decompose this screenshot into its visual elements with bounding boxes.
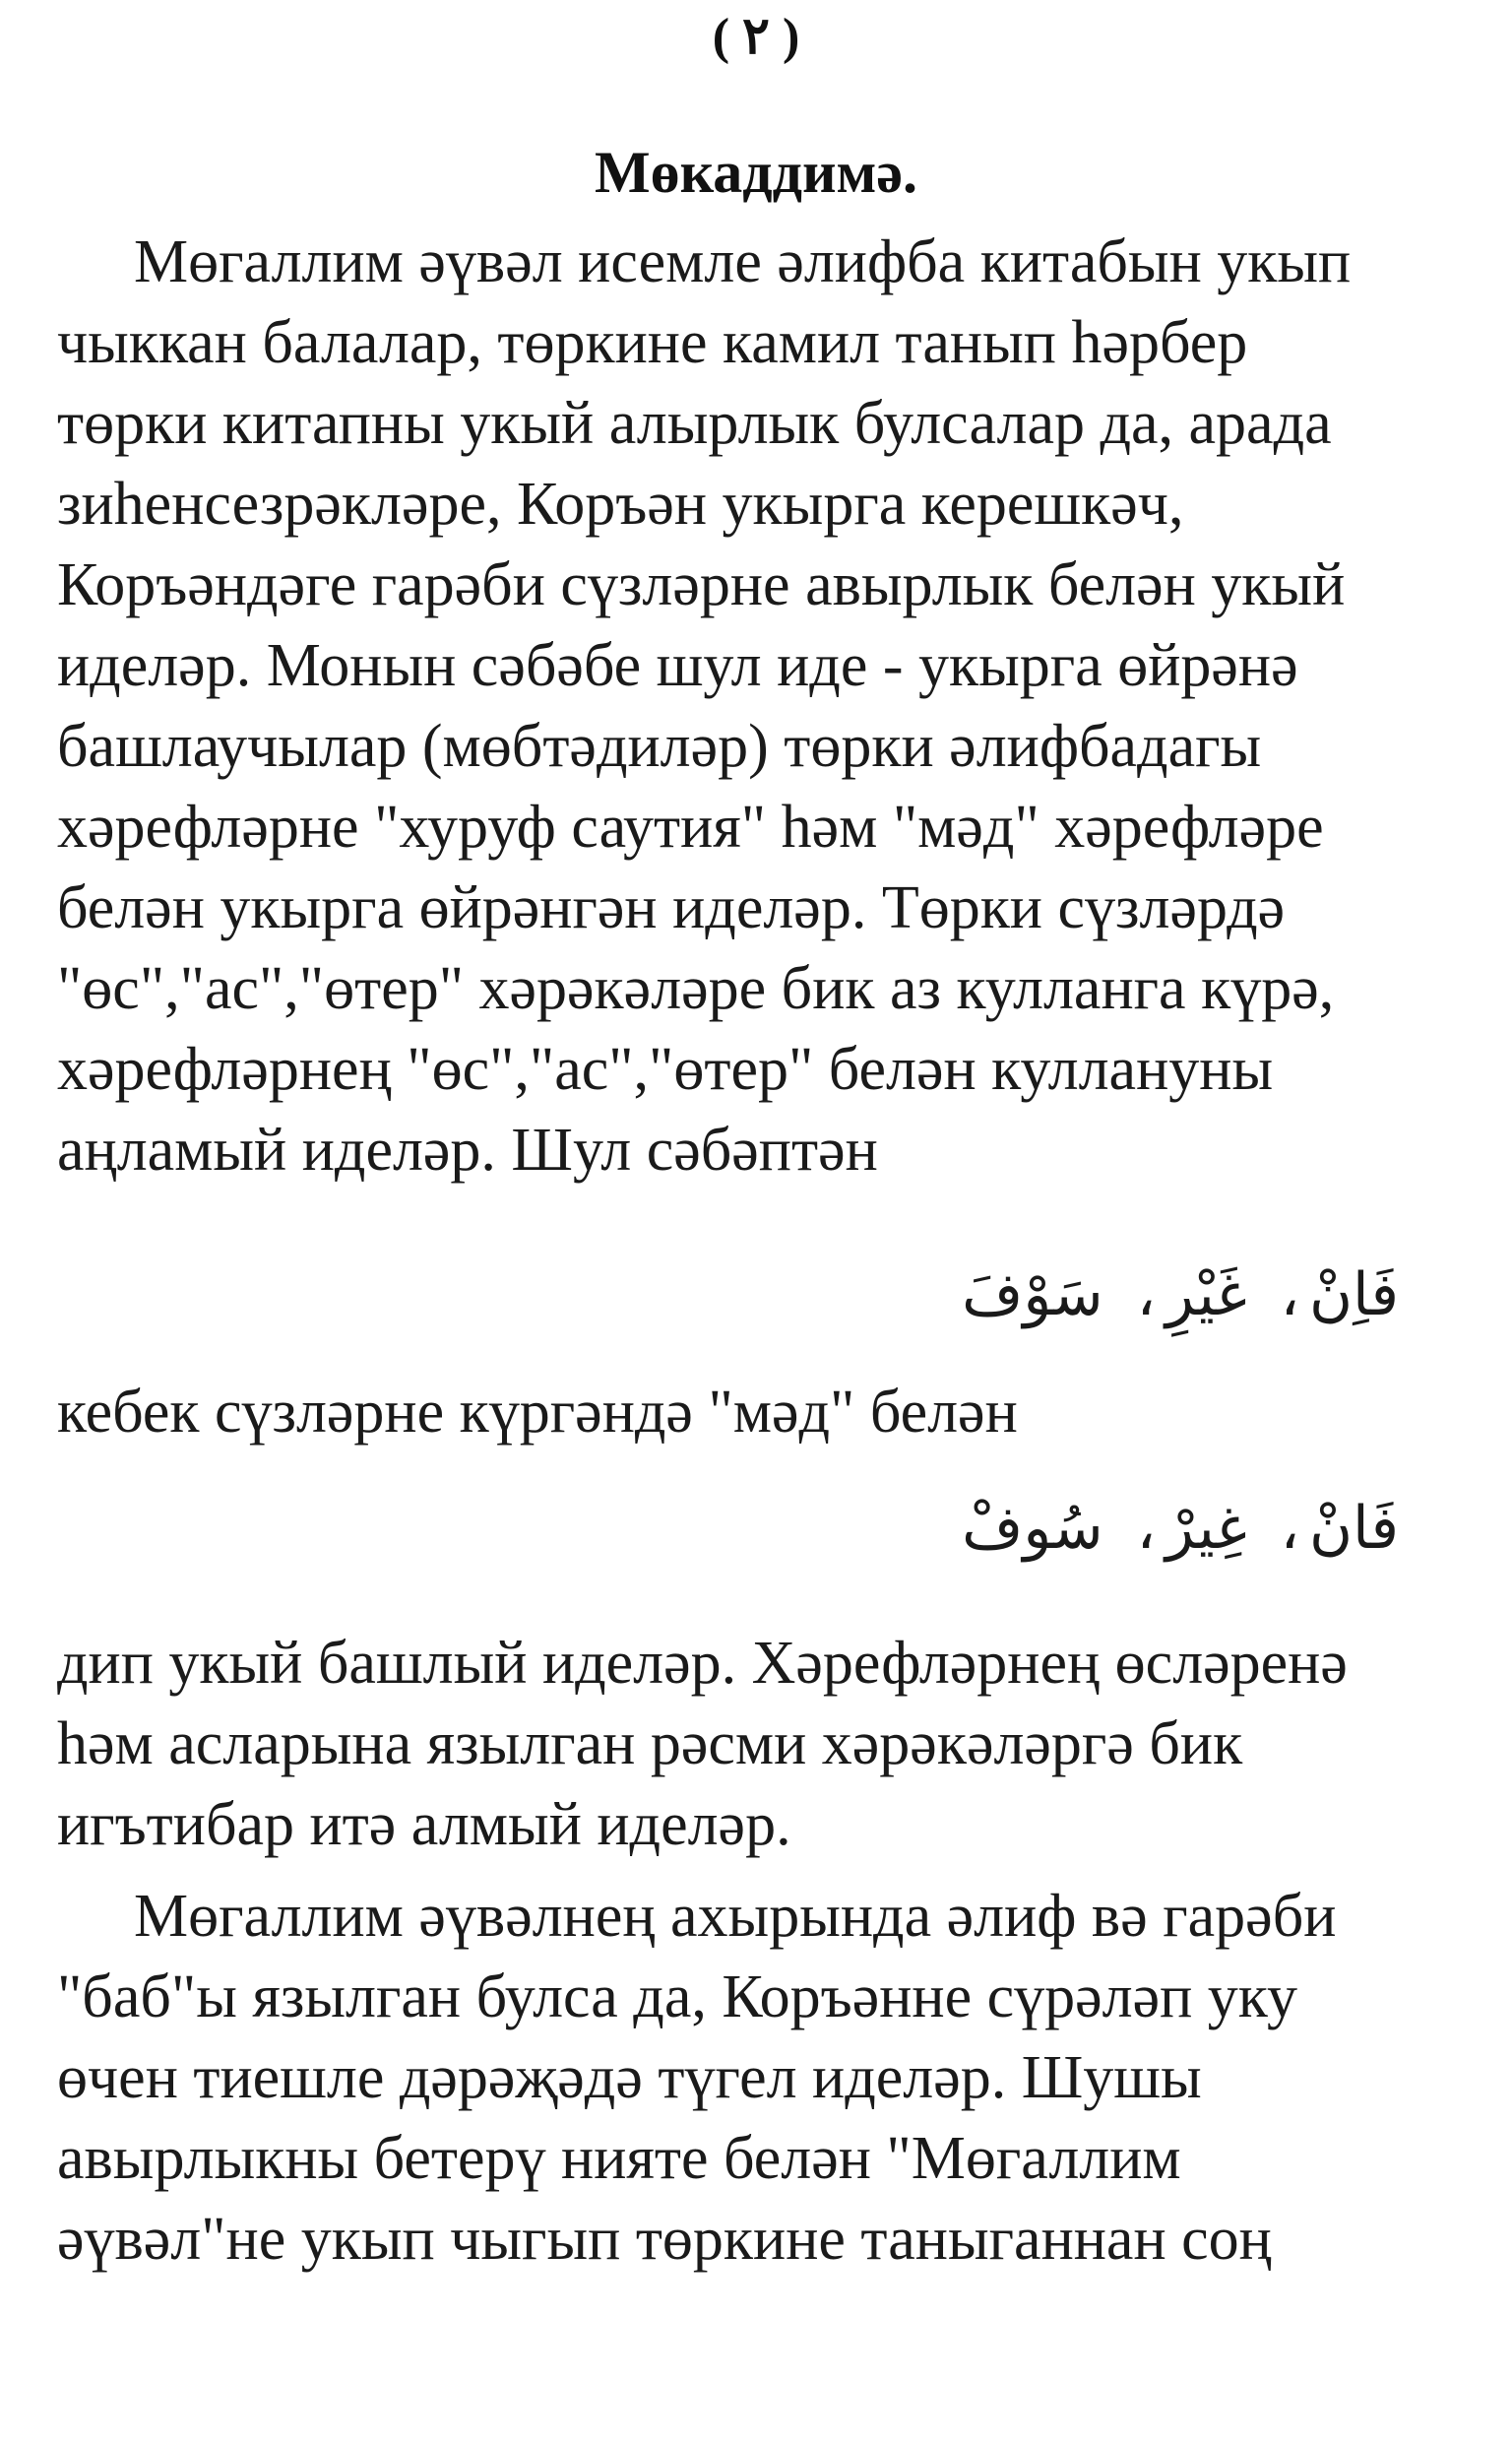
text-line: "баб"ы язылган булса да, Коръәнне сүрәләп уку [57, 1963, 1298, 2030]
text-line: хәрефләрне "хуруф саутия" һәм "мәд" хәрефләре [57, 794, 1324, 861]
text-line: белән укырга өйрәнгән иделәр. Төрки сүзләрдә [57, 874, 1286, 941]
text-line: чыккан балалар, төркине камил танып һәрбер [57, 309, 1248, 376]
text-line: Мөгаллим әүвәл исемле әлифба китабын укып [134, 228, 1352, 295]
arabic-word: فَاِنْ [1308, 1260, 1399, 1329]
paragraph-2 [57, 1623, 1348, 1865]
text-line: Коръәндәге гарәби сүзләрне авырлык белән укый [57, 551, 1346, 618]
section-heading: Мөкаддимә. [594, 140, 918, 205]
paragraph-1 [57, 222, 1351, 1190]
text-line: Мөгаллим әүвәлнең ахырында әлиф вә гарәби [134, 1883, 1337, 1950]
text-line: кебек сүзләрне күргәндә "мәд" белән [57, 1379, 1018, 1446]
arabic-comma: ، [1280, 1494, 1299, 1563]
arabic-words-mad [952, 1479, 1399, 1577]
paragraph-3 [57, 1876, 1336, 2280]
text-line: иделәр. Монын сәбәбе шул иде - укырга өйрәнә [57, 632, 1298, 699]
arabic-word: غَيْرِ [1166, 1260, 1247, 1329]
text-line: авырлыкны бетерү нияте белән "Мөгаллим [57, 2125, 1181, 2192]
page-number: ( ٢ ) [712, 9, 800, 65]
arabic-comma: ، [1136, 1494, 1156, 1563]
arabic-word: سَوْفَ [962, 1260, 1103, 1329]
arabic-comma: ، [1136, 1260, 1156, 1329]
text-line: дип укый башлый иделәр. Хәрефләрнең өсләренә [57, 1630, 1348, 1697]
text-line: төрки китапны укый алырлык булсалар да, арада [57, 390, 1332, 457]
arabic-word: فَانْ [1308, 1494, 1399, 1563]
arabic-words-vowelled [952, 1246, 1399, 1344]
text-line: әүвәл"не укып чыгып төркине таныганнан соң [57, 2206, 1272, 2273]
arabic-word: سُوفْ [962, 1494, 1103, 1563]
text-line: хәрефләрнең "өс","ас","өтер" белән куллануны [57, 1036, 1274, 1103]
text-line: аңламый иделәр. Шул сәбәптән [57, 1117, 878, 1184]
paragraph-kebek [57, 1372, 1018, 1452]
text-line: башлаучылар (мөбтәдиләр) төрки әлифбадагы [57, 713, 1262, 780]
text-line: һәм асларына язылган рәсми хәрәкәләргә бик [57, 1710, 1243, 1777]
arabic-word: غِيرْ [1166, 1494, 1247, 1563]
arabic-comma: ، [1280, 1260, 1299, 1329]
text-line: зиһенсезрәкләре, Коръән укырга керешкәч, [57, 471, 1184, 538]
text-line: игътибар итә алмый иделәр. [57, 1791, 791, 1858]
text-line: "өс","ас","өтер" хәрәкәләре бик аз кулланга күрә, [57, 955, 1335, 1022]
text-line: өчен тиешле дәрәҗәдә түгел иделәр. Шушы [57, 2044, 1202, 2111]
